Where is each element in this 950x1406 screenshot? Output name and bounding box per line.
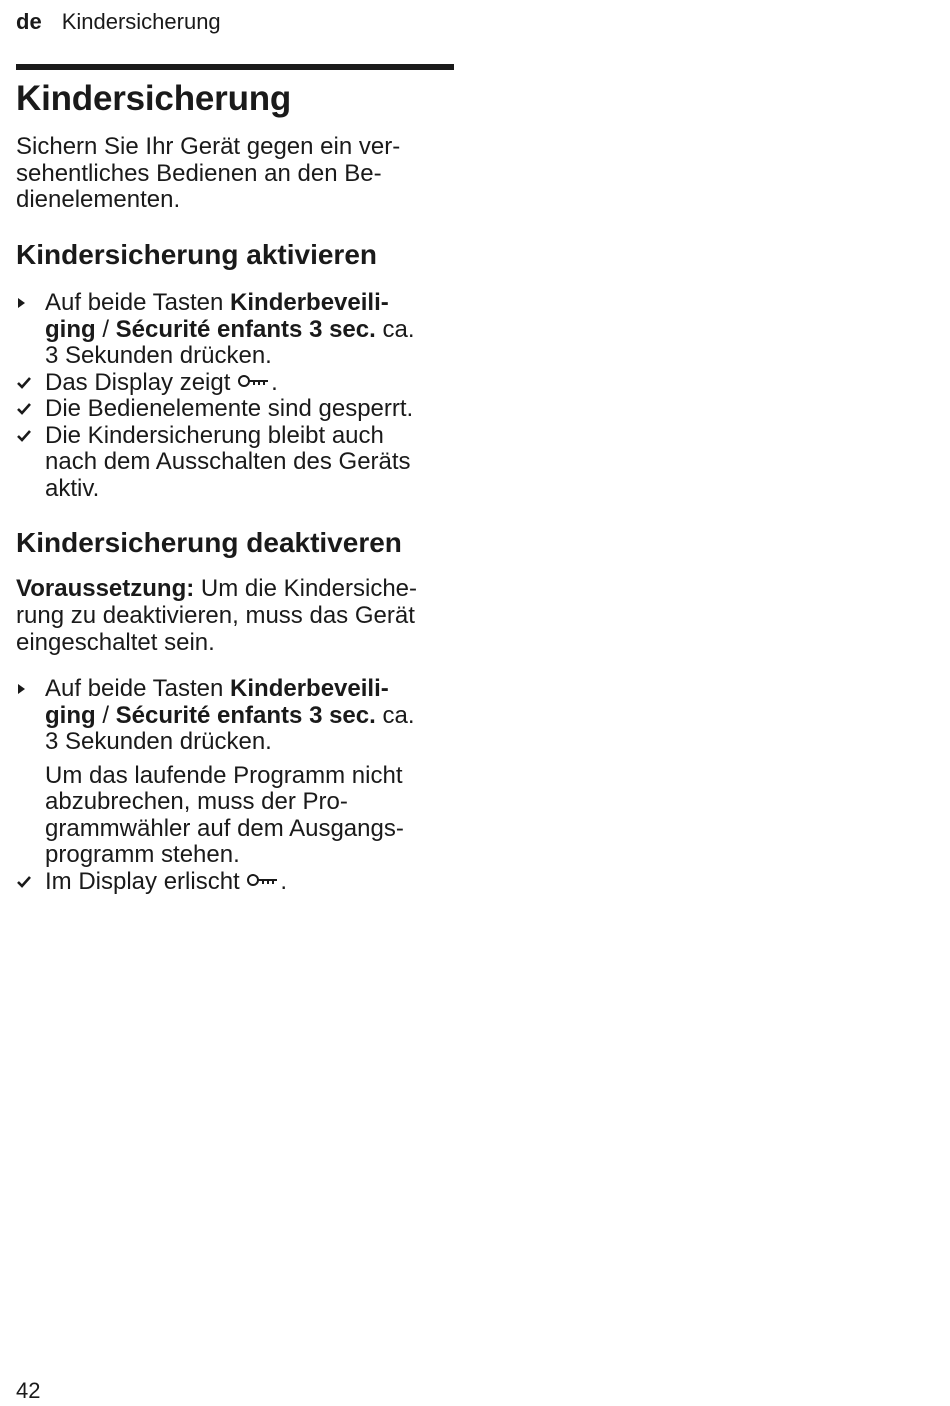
- activate-heading: Kindersicherung aktivieren: [16, 239, 378, 271]
- checkmark-icon: [16, 396, 36, 422]
- key-icon: [237, 368, 271, 395]
- prerequisite-label: Voraussetzung:: [16, 575, 195, 603]
- intro-paragraph: [16, 134, 454, 214]
- button-name: ging: [45, 701, 96, 729]
- step-text: ca.: [375, 315, 415, 343]
- step-text: /: [95, 701, 116, 729]
- result-text: Im Display erlischt: [45, 867, 247, 895]
- step-text: 3 Sekunden drücken.: [45, 728, 272, 756]
- deactivate-list: [16, 676, 454, 895]
- note-text: programm stehen.: [45, 841, 240, 869]
- prerequisite-paragraph: [16, 576, 454, 656]
- running-header: [16, 8, 221, 36]
- button-name: Sécurité enfants 3 sec.: [115, 701, 376, 729]
- button-name: Kinderbeveili-: [230, 289, 389, 317]
- triangle-bullet-icon: [16, 290, 36, 316]
- content-column: [16, 64, 454, 895]
- page-number: 42: [16, 1378, 41, 1403]
- deactivate-result: [16, 869, 454, 896]
- step-text: Auf beide Tasten: [45, 675, 231, 703]
- result-text: Die Kindersicherung bleibt auch: [45, 421, 384, 449]
- prerequisite-text: Um die Kindersiche-: [194, 575, 417, 603]
- checkmark-icon: [16, 869, 36, 895]
- header-section-title: Kindersicherung: [61, 9, 221, 34]
- note-text: Um das laufende Programm nicht: [45, 761, 403, 789]
- note-text: abzubrechen, muss der Pro-: [45, 788, 348, 816]
- step-text: Auf beide Tasten: [45, 289, 231, 317]
- intro-line: Sichern Sie Ihr Gerät gegen ein ver-: [16, 133, 401, 160]
- button-name: ging: [45, 315, 96, 343]
- triangle-bullet-icon: [16, 676, 36, 702]
- language-code: de: [16, 9, 42, 34]
- title-rule: [16, 64, 454, 70]
- checkmark-icon: [16, 370, 36, 396]
- result-text: .: [280, 867, 288, 895]
- result-text: aktiv.: [45, 474, 100, 502]
- deactivate-step: [16, 676, 454, 869]
- step-note: [45, 763, 454, 869]
- activate-step: [16, 290, 454, 370]
- activate-list: [16, 290, 454, 502]
- intro-line: sehentliches Bedienen an den Be-: [16, 159, 382, 187]
- intro-line: dienelementen.: [16, 186, 181, 214]
- activate-result: [16, 423, 454, 503]
- result-text: Das Display zeigt: [45, 368, 238, 396]
- key-icon: [246, 867, 280, 894]
- note-text: grammwähler auf dem Ausgangs-: [45, 814, 404, 842]
- prerequisite-text: eingeschaltet sein.: [16, 628, 215, 656]
- deactivate-heading: Kindersicherung deaktiveren: [16, 527, 402, 559]
- step-text: 3 Sekunden drücken.: [45, 342, 272, 370]
- activate-result: [16, 370, 454, 397]
- result-text: Die Bedienelemente sind gesperrt.: [45, 395, 414, 423]
- page-title: Kindersicherung: [16, 79, 292, 118]
- checkmark-icon: [16, 423, 36, 449]
- button-name: Kinderbeveili-: [230, 675, 389, 703]
- prerequisite-text: rung zu deaktivieren, muss das Gerät: [16, 601, 415, 629]
- step-text: ca.: [375, 701, 415, 729]
- result-text: .: [271, 368, 278, 396]
- step-text: /: [95, 315, 116, 343]
- result-text: nach dem Ausschalten des Geräts: [45, 448, 411, 476]
- activate-result: [16, 396, 454, 423]
- button-name: Sécurité enfants 3 sec.: [115, 315, 376, 343]
